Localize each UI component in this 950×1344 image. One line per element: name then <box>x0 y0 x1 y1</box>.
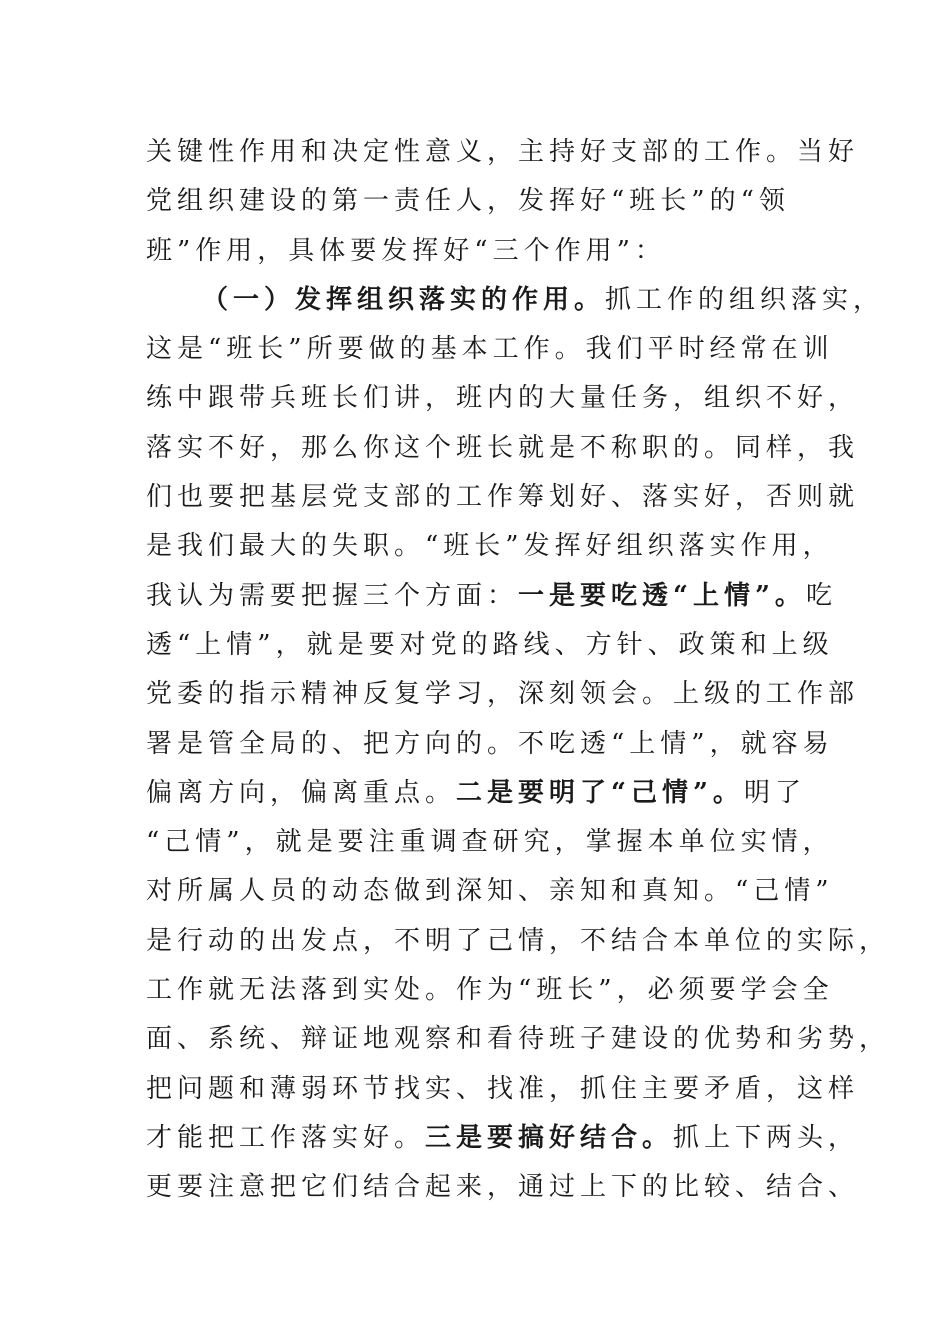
text-line <box>146 177 826 226</box>
body-text: 署是管全局的、把方向的。不吃透“上情”，就容易 <box>146 728 834 759</box>
body-text: 把问题和薄弱环节找实、找准，抓住主要矛盾，这样 <box>146 1073 860 1104</box>
bold-heading-text: 二是要明了“己情”。 <box>456 777 744 808</box>
body-text: 才能把工作落实好。 <box>146 1122 426 1153</box>
text-line <box>146 374 860 423</box>
document-body <box>146 128 891 1213</box>
text-line <box>146 720 834 769</box>
body-text: 对所属人员的动态做到深知、亲知和真知。“己情” <box>146 876 834 907</box>
body-text: 抓工作的组织落实， <box>605 284 885 315</box>
body-text: 这是“班长”所要做的基本工作。我们平时经常在训 <box>146 334 834 365</box>
text-line <box>146 276 885 325</box>
text-line <box>146 424 860 473</box>
body-text: 吃 <box>805 580 837 611</box>
text-line <box>146 1163 860 1212</box>
body-text: 党委的指示精神反复学习，深刻领会。上级的工作部 <box>146 679 860 710</box>
text-line <box>146 1114 860 1163</box>
text-line <box>146 128 860 177</box>
bold-heading-text: 一是要吃透“上情”。 <box>518 580 806 611</box>
text-line <box>146 670 860 719</box>
text-line <box>146 227 826 276</box>
body-text: 是行动的出发点，不明了己情，不结合本单位的实际， <box>146 925 891 956</box>
body-text: 透“上情”，就是要对党的路线、方针、政策和上级 <box>146 629 834 660</box>
text-line <box>146 325 834 374</box>
text-line <box>146 1065 860 1114</box>
body-text: 们也要把基层党支部的工作筹划好、落实好，否则就 <box>146 482 860 513</box>
text-line <box>146 621 834 670</box>
body-text: 练中跟带兵班长们讲，班内的大量任务，组织不好， <box>146 383 860 414</box>
bold-heading-text: 三是要搞好结合。 <box>425 1122 674 1153</box>
bold-heading-text: （一）发挥组织落实的作用。 <box>202 284 606 315</box>
text-line <box>146 473 860 522</box>
body-text: 党组织建设的第一责任人，发挥好“班长”的“领 <box>146 186 790 217</box>
body-text: 关键性作用和决定性意义，主持好支部的工作。当好 <box>146 137 860 167</box>
body-text: 是我们最大的失职。“班长”发挥好组织落实作用， <box>146 531 834 562</box>
body-text: 抓上下两头， <box>673 1122 860 1153</box>
body-text: 落实不好，那么你这个班长就是不称职的。同样，我 <box>146 432 860 463</box>
text-line <box>146 867 834 916</box>
text-line <box>146 572 837 621</box>
body-text: 更要注意把它们结合起来，通过上下的比较、结合、 <box>146 1172 860 1203</box>
text-line <box>146 1015 891 1064</box>
body-text: 我认为需要把握三个方面： <box>146 580 519 611</box>
text-line <box>146 769 826 818</box>
body-text: 工作就无法落到实处。作为“班长”，必须要学会全 <box>146 975 834 1006</box>
text-line <box>146 917 891 966</box>
body-text: 明了 <box>743 777 806 808</box>
body-text: 面、系统、辩证地观察和看待班子建设的优势和劣势， <box>146 1024 891 1055</box>
text-line <box>146 818 834 867</box>
body-text: 偏离方向，偏离重点。 <box>146 777 457 808</box>
text-line <box>146 522 834 571</box>
body-text: 班”作用，具体要发挥好“三个作用”： <box>146 235 666 266</box>
text-line <box>146 966 834 1015</box>
body-text: “己情”，就是要注重调查研究，掌握本单位实情， <box>146 827 834 858</box>
